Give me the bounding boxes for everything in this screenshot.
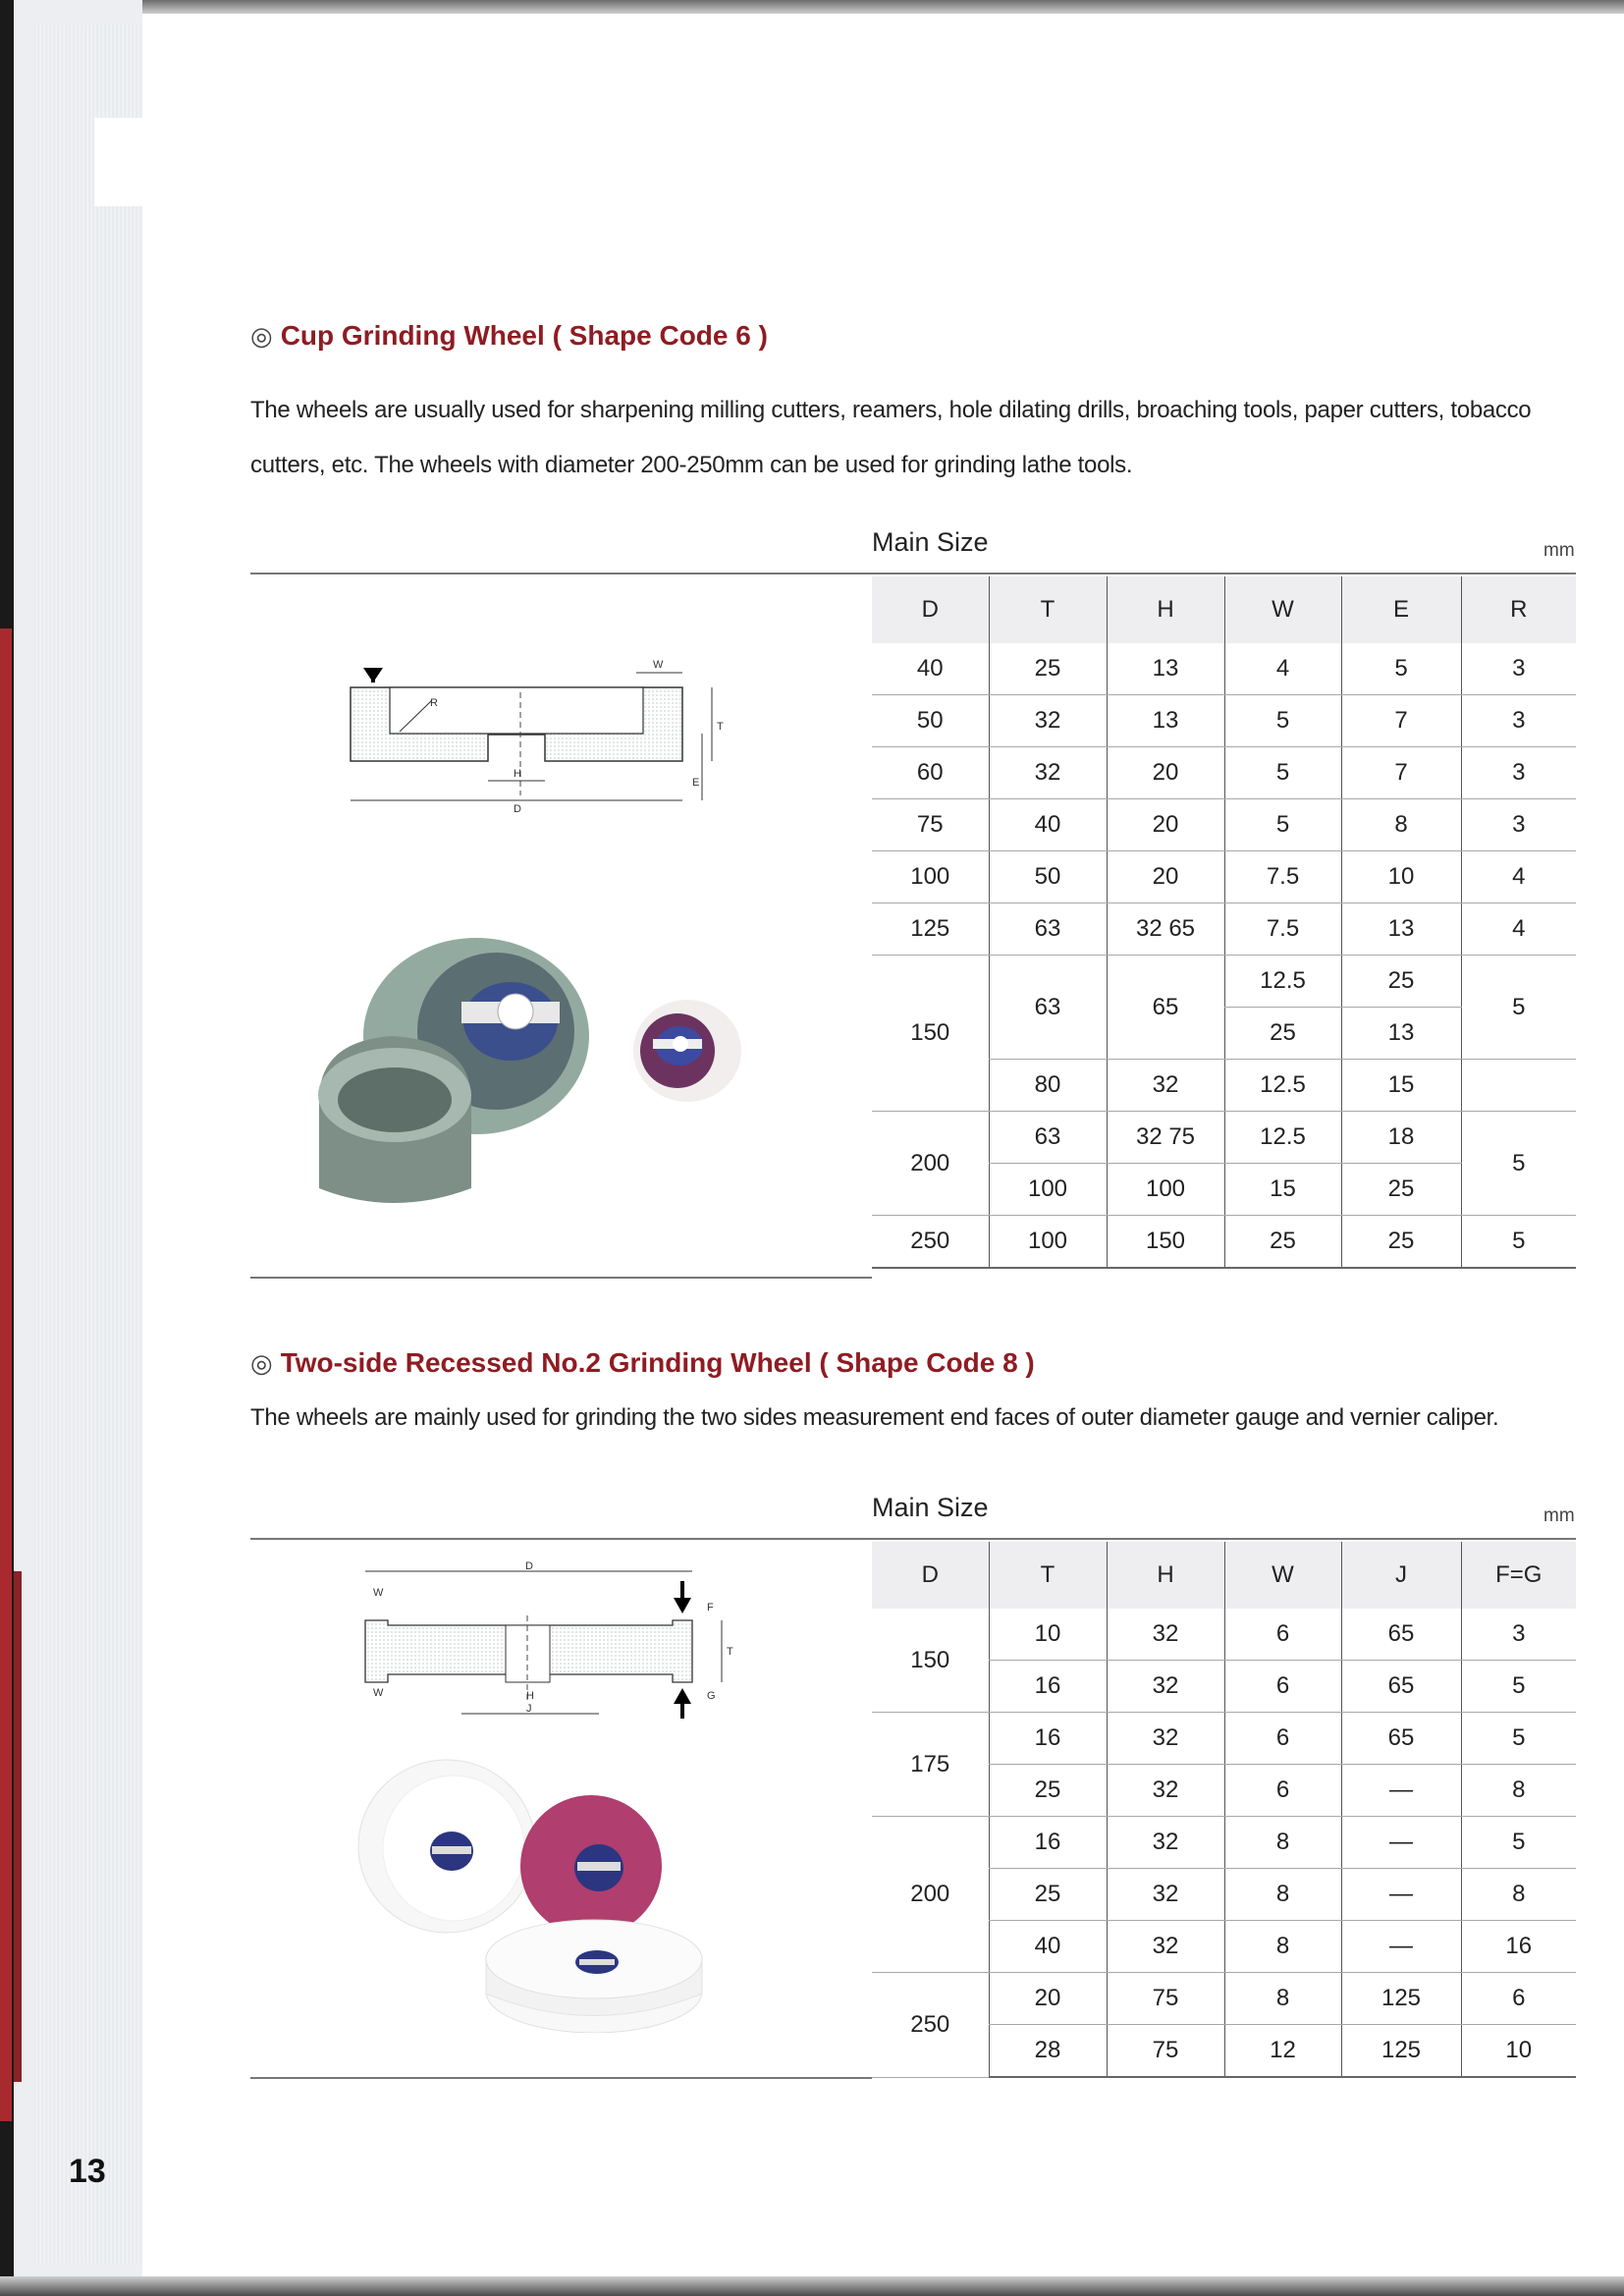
section-heading-recessed-wheel xyxy=(250,1347,1035,1379)
cell-e: 5 xyxy=(1341,643,1461,695)
table-header-row xyxy=(872,1542,1576,1609)
cell-j: — xyxy=(1341,1869,1461,1921)
cell-h: 32 xyxy=(1107,1765,1224,1817)
cell-r: 3 xyxy=(1461,643,1576,695)
cell-t: 80 xyxy=(989,1060,1107,1112)
cell-r: 3 xyxy=(1461,695,1576,747)
diagram-label-e: E xyxy=(692,777,700,789)
cell-h: 20 xyxy=(1107,747,1224,799)
cup-wheel-photo xyxy=(304,903,766,1228)
diagram-label-w-bottom: W xyxy=(373,1687,384,1699)
cell-d: 60 xyxy=(872,747,989,799)
cell-r: 5 xyxy=(1461,956,1576,1060)
cell-t: 63 xyxy=(989,1112,1107,1164)
column-header: R xyxy=(1461,576,1576,643)
cell-fg: 16 xyxy=(1461,1921,1576,1973)
cell-fg: 5 xyxy=(1461,1661,1576,1713)
table-row xyxy=(872,643,1576,695)
main-size-label: Main Size xyxy=(872,1493,989,1522)
heading-shape-code: ( Shape Code 6 ) xyxy=(552,320,768,351)
table-row xyxy=(872,799,1576,851)
cell-e: 13 xyxy=(1341,1008,1461,1060)
cell-h: 32 xyxy=(1107,1060,1224,1112)
cell-d: 75 xyxy=(872,799,989,851)
cell-t: 100 xyxy=(989,1164,1107,1216)
table-bottom-rule xyxy=(250,1277,872,1279)
cell-r: 4 xyxy=(1461,851,1576,903)
section-description xyxy=(250,383,1576,493)
recessed-wheel-diagram xyxy=(344,1557,776,1728)
cell-d: 50 xyxy=(872,695,989,747)
cell-w: 8 xyxy=(1224,1869,1341,1921)
cell-w: 8 xyxy=(1224,1817,1341,1869)
column-header: T xyxy=(989,576,1107,643)
cell-r: 3 xyxy=(1461,799,1576,851)
column-header: T xyxy=(989,1542,1107,1609)
heading-title: Cup Grinding Wheel xyxy=(280,320,545,351)
cell-h: 32 xyxy=(1107,1869,1224,1921)
cell-t: 16 xyxy=(989,1817,1107,1869)
table-row xyxy=(872,1216,1576,1269)
cell-w: 12.5 xyxy=(1224,956,1341,1008)
cell-j: 65 xyxy=(1341,1609,1461,1661)
cell-h: 20 xyxy=(1107,851,1224,903)
cell-r: 4 xyxy=(1461,903,1576,956)
cell-t: 25 xyxy=(989,643,1107,695)
cell-d: 40 xyxy=(872,643,989,695)
cell-r: 5 xyxy=(1461,1112,1576,1216)
cell-w: 7.5 xyxy=(1224,903,1341,956)
cell-w: 15 xyxy=(1224,1164,1341,1216)
description-line: The wheels are usually used for sharpening milling cutters, reamers, hole dilating drills, broaching tools, paper cutters, tobacco xyxy=(250,397,1532,423)
column-header: D xyxy=(872,1542,989,1609)
cell-h: 65 xyxy=(1107,956,1224,1060)
table-top-rule xyxy=(250,1538,1576,1540)
cell-t: 40 xyxy=(989,1921,1107,1973)
column-header: D xyxy=(872,576,989,643)
cell-j: 65 xyxy=(1341,1713,1461,1765)
cell-w: 12.5 xyxy=(1224,1060,1341,1112)
diagram-label-w: W xyxy=(653,659,664,671)
cell-e: 8 xyxy=(1341,799,1461,851)
diagram-label-f: F xyxy=(707,1602,714,1613)
cell-h: 32 75 xyxy=(1107,1112,1224,1164)
cell-w: 12 xyxy=(1224,2025,1341,2078)
cell-d: 125 xyxy=(872,903,989,956)
table-row xyxy=(872,851,1576,903)
cell-h: 32 xyxy=(1107,1713,1224,1765)
bullet-circle-icon: ◎ xyxy=(250,321,273,351)
cell-e: 10 xyxy=(1341,851,1461,903)
cell-d: 100 xyxy=(872,851,989,903)
column-header: W xyxy=(1224,576,1341,643)
cell-j: — xyxy=(1341,1921,1461,1973)
table-row xyxy=(872,695,1576,747)
cell-d: 150 xyxy=(872,956,989,1112)
diagram-label-d: D xyxy=(514,803,521,815)
heading-shape-code: ( Shape Code 8 ) xyxy=(819,1347,1035,1378)
cell-r-empty xyxy=(1461,1060,1576,1112)
cell-h: 32 xyxy=(1107,1817,1224,1869)
cell-t: 10 xyxy=(989,1609,1107,1661)
cell-t: 25 xyxy=(989,1869,1107,1921)
unit-label: mm xyxy=(1543,540,1575,561)
table-row xyxy=(872,903,1576,956)
cell-w: 4 xyxy=(1224,643,1341,695)
cell-d: 150 xyxy=(872,1609,989,1713)
page-number: 13 xyxy=(69,2153,106,2190)
column-header: W xyxy=(1224,1542,1341,1609)
cell-w: 7.5 xyxy=(1224,851,1341,903)
cell-h: 13 xyxy=(1107,643,1224,695)
top-scan-edge xyxy=(142,0,1624,14)
cell-e: 25 xyxy=(1341,956,1461,1008)
cell-t: 63 xyxy=(989,903,1107,956)
cell-h: 100 xyxy=(1107,1164,1224,1216)
cell-fg: 8 xyxy=(1461,1869,1576,1921)
diagram-label-j: J xyxy=(526,1703,532,1715)
cell-w: 25 xyxy=(1224,1008,1341,1060)
column-header: J xyxy=(1341,1542,1461,1609)
cell-e: 7 xyxy=(1341,695,1461,747)
cell-t: 20 xyxy=(989,1973,1107,2025)
column-header: F=G xyxy=(1461,1542,1576,1609)
cell-fg: 5 xyxy=(1461,1713,1576,1765)
diagram-label-h: H xyxy=(514,768,521,780)
diagram-label-w-top: W xyxy=(373,1587,384,1599)
cell-t: 63 xyxy=(989,956,1107,1060)
column-header: H xyxy=(1107,576,1224,643)
cell-t: 25 xyxy=(989,1765,1107,1817)
cell-e: 25 xyxy=(1341,1216,1461,1269)
cell-d: 250 xyxy=(872,1973,989,2078)
cell-j: 125 xyxy=(1341,1973,1461,2025)
table-row xyxy=(872,956,1576,1008)
table-row xyxy=(872,1713,1576,1765)
diagram-label-r: R xyxy=(430,697,438,709)
cell-h: 32 xyxy=(1107,1921,1224,1973)
section-heading-cup-wheel xyxy=(250,320,768,352)
cup-wheel-diagram xyxy=(334,643,785,840)
table-row xyxy=(872,1973,1576,2025)
cell-h: 13 xyxy=(1107,695,1224,747)
cell-w: 25 xyxy=(1224,1216,1341,1269)
cell-e: 13 xyxy=(1341,903,1461,956)
unit-label: mm xyxy=(1543,1505,1575,1526)
cell-r: 5 xyxy=(1461,1216,1576,1269)
cell-e: 25 xyxy=(1341,1164,1461,1216)
page-edge-red xyxy=(0,629,12,2121)
table-top-rule xyxy=(250,573,1576,574)
table-row xyxy=(872,1112,1576,1164)
cell-fg: 6 xyxy=(1461,1973,1576,2025)
table-bottom-rule xyxy=(250,2077,872,2079)
diagram-label-t: T xyxy=(727,1646,733,1658)
cell-d: 200 xyxy=(872,1817,989,1973)
cell-fg: 10 xyxy=(1461,2025,1576,2078)
cell-j: — xyxy=(1341,1765,1461,1817)
cell-w: 12.5 xyxy=(1224,1112,1341,1164)
cell-e: 18 xyxy=(1341,1112,1461,1164)
cup-wheel-size-table xyxy=(872,576,1576,1269)
cell-t: 40 xyxy=(989,799,1107,851)
cell-fg: 5 xyxy=(1461,1817,1576,1869)
main-size-label: Main Size xyxy=(872,527,989,557)
recessed-wheel-photo xyxy=(353,1758,727,2033)
cell-e: 7 xyxy=(1341,747,1461,799)
page-edge-red-inner xyxy=(14,1571,22,2082)
cell-d: 250 xyxy=(872,1216,989,1269)
diagram-label-t: T xyxy=(717,721,724,733)
section-description: The wheels are mainly used for grinding the two sides measurement end faces of outer diameter gauge and vernier caliper. xyxy=(250,1404,1499,1431)
cell-t: 16 xyxy=(989,1661,1107,1713)
cell-fg: 8 xyxy=(1461,1765,1576,1817)
column-header: H xyxy=(1107,1542,1224,1609)
cell-t: 28 xyxy=(989,2025,1107,2078)
cell-h: 20 xyxy=(1107,799,1224,851)
bottom-scan-edge xyxy=(0,2276,1624,2296)
cell-t: 32 xyxy=(989,695,1107,747)
bullet-circle-icon: ◎ xyxy=(250,1348,273,1378)
cell-w: 6 xyxy=(1224,1661,1341,1713)
table-row xyxy=(872,747,1576,799)
cell-w: 5 xyxy=(1224,747,1341,799)
cell-h: 32 65 xyxy=(1107,903,1224,956)
diagram-label-g: G xyxy=(707,1690,716,1702)
cell-w: 5 xyxy=(1224,695,1341,747)
cell-j: — xyxy=(1341,1817,1461,1869)
cell-t: 100 xyxy=(989,1216,1107,1269)
diagram-label-d: D xyxy=(525,1560,533,1572)
cell-e: 15 xyxy=(1341,1060,1461,1112)
cell-h: 150 xyxy=(1107,1216,1224,1269)
cell-d: 200 xyxy=(872,1112,989,1216)
cell-h: 32 xyxy=(1107,1609,1224,1661)
cell-w: 5 xyxy=(1224,799,1341,851)
cell-w: 6 xyxy=(1224,1609,1341,1661)
diagram-label-h: H xyxy=(526,1690,534,1702)
recessed-wheel-size-table xyxy=(872,1542,1576,2078)
cell-t: 50 xyxy=(989,851,1107,903)
cell-w: 8 xyxy=(1224,1973,1341,2025)
cell-h: 75 xyxy=(1107,1973,1224,2025)
cell-j: 125 xyxy=(1341,2025,1461,2078)
cell-t: 16 xyxy=(989,1713,1107,1765)
cell-w: 6 xyxy=(1224,1765,1341,1817)
cell-j: 65 xyxy=(1341,1661,1461,1713)
cell-w: 6 xyxy=(1224,1713,1341,1765)
description-line: cutters, etc. The wheels with diameter 200-250mm can be used for grinding lathe tools. xyxy=(250,452,1133,478)
cell-w: 8 xyxy=(1224,1921,1341,1973)
cell-t: 32 xyxy=(989,747,1107,799)
heading-title: Two-side Recessed No.2 Grinding Wheel xyxy=(280,1347,812,1378)
column-header: E xyxy=(1341,576,1461,643)
cell-d: 175 xyxy=(872,1713,989,1817)
page-tab xyxy=(94,118,145,206)
cell-fg: 3 xyxy=(1461,1609,1576,1661)
cell-h: 75 xyxy=(1107,2025,1224,2078)
cell-r: 3 xyxy=(1461,747,1576,799)
table-row xyxy=(872,1817,1576,1869)
table-row xyxy=(872,1609,1576,1661)
table-header-row xyxy=(872,576,1576,643)
cell-h: 32 xyxy=(1107,1661,1224,1713)
